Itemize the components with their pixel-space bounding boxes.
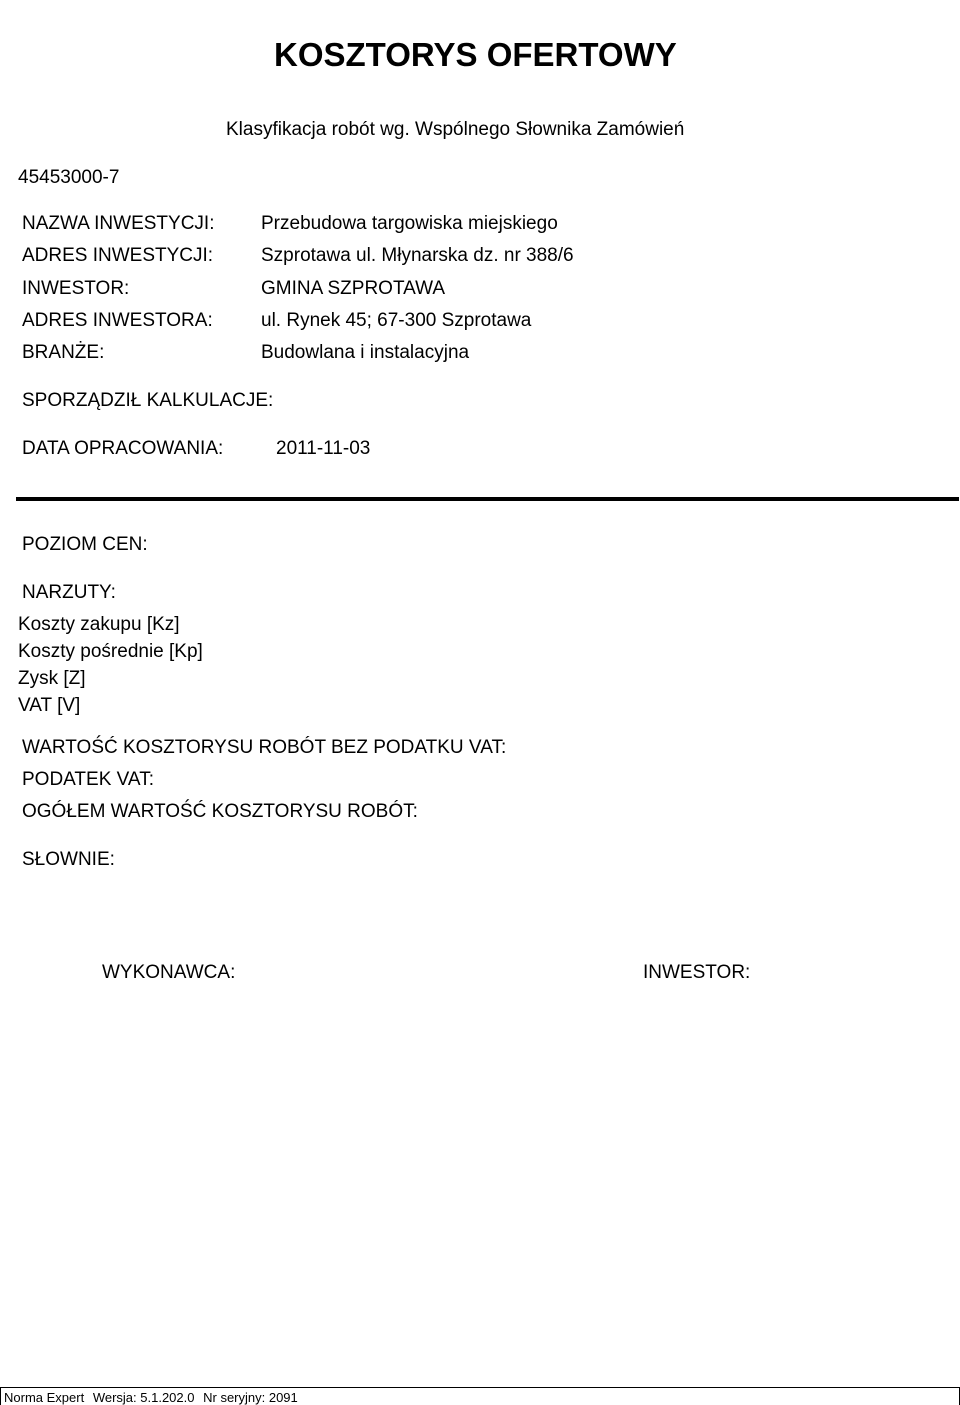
investor-value: GMINA SZPROTAWA xyxy=(261,278,446,299)
surcharges-label: NARZUTY: xyxy=(22,582,116,603)
investment-address-value: Szprotawa ul. Młynarska dz. nr 388/6 xyxy=(261,245,574,266)
footer xyxy=(4,1391,303,1404)
contractor-signature-label: WYKONAWCA: xyxy=(102,962,236,983)
price-level-label: POZIOM CEN: xyxy=(22,534,148,555)
surcharge-item: VAT [V] xyxy=(18,695,81,716)
surcharge-item: Koszty zakupu [Kz] xyxy=(18,614,180,635)
net-value-label: WARTOŚĆ KOSZTORYSU ROBÓT BEZ PODATKU VAT: xyxy=(22,737,507,758)
branch-label: BRANŻE: xyxy=(22,342,105,363)
footer-version: Wersja: 5.1.202.0 xyxy=(92,1390,195,1405)
footer-serial: Nr seryjny: 2091 xyxy=(203,1390,298,1405)
cpv-code: 45453000-7 xyxy=(18,167,120,188)
surcharge-item: Koszty pośrednie [Kp] xyxy=(18,641,203,662)
investor-signature-label: INWESTOR: xyxy=(643,962,751,983)
investment-address-label: ADRES INWESTYCJI: xyxy=(22,245,214,266)
prepared-by-label: SPORZĄDZIŁ KALKULACJE: xyxy=(22,390,274,411)
date-value: 2011-11-03 xyxy=(276,438,371,459)
page-title: KOSZTORYS OFERTOWY xyxy=(274,36,677,73)
date-label: DATA OPRACOWANIA: xyxy=(22,438,224,459)
investor-address-value: ul. Rynek 45; 67-300 Szprotawa xyxy=(261,310,532,331)
investor-address-label: ADRES INWESTORA: xyxy=(22,310,213,331)
branch-value: Budowlana i instalacyjna xyxy=(261,342,470,363)
in-words-label: SŁOWNIE: xyxy=(22,849,115,870)
surcharge-item: Zysk [Z] xyxy=(18,668,86,689)
footer-software: Norma Expert xyxy=(4,1390,85,1405)
investor-label: INWESTOR: xyxy=(22,278,130,299)
vat-label: PODATEK VAT: xyxy=(22,769,154,790)
section-divider xyxy=(16,497,959,501)
investment-name-value: Przebudowa targowiska miejskiego xyxy=(261,213,558,234)
classification-heading: Klasyfikacja robót wg. Wspólnego Słownika Zamówień xyxy=(226,119,685,140)
investment-name-label: NAZWA INWESTYCJI: xyxy=(22,213,215,234)
total-label: OGÓŁEM WARTOŚĆ KOSZTORYSU ROBÓT: xyxy=(22,801,418,822)
